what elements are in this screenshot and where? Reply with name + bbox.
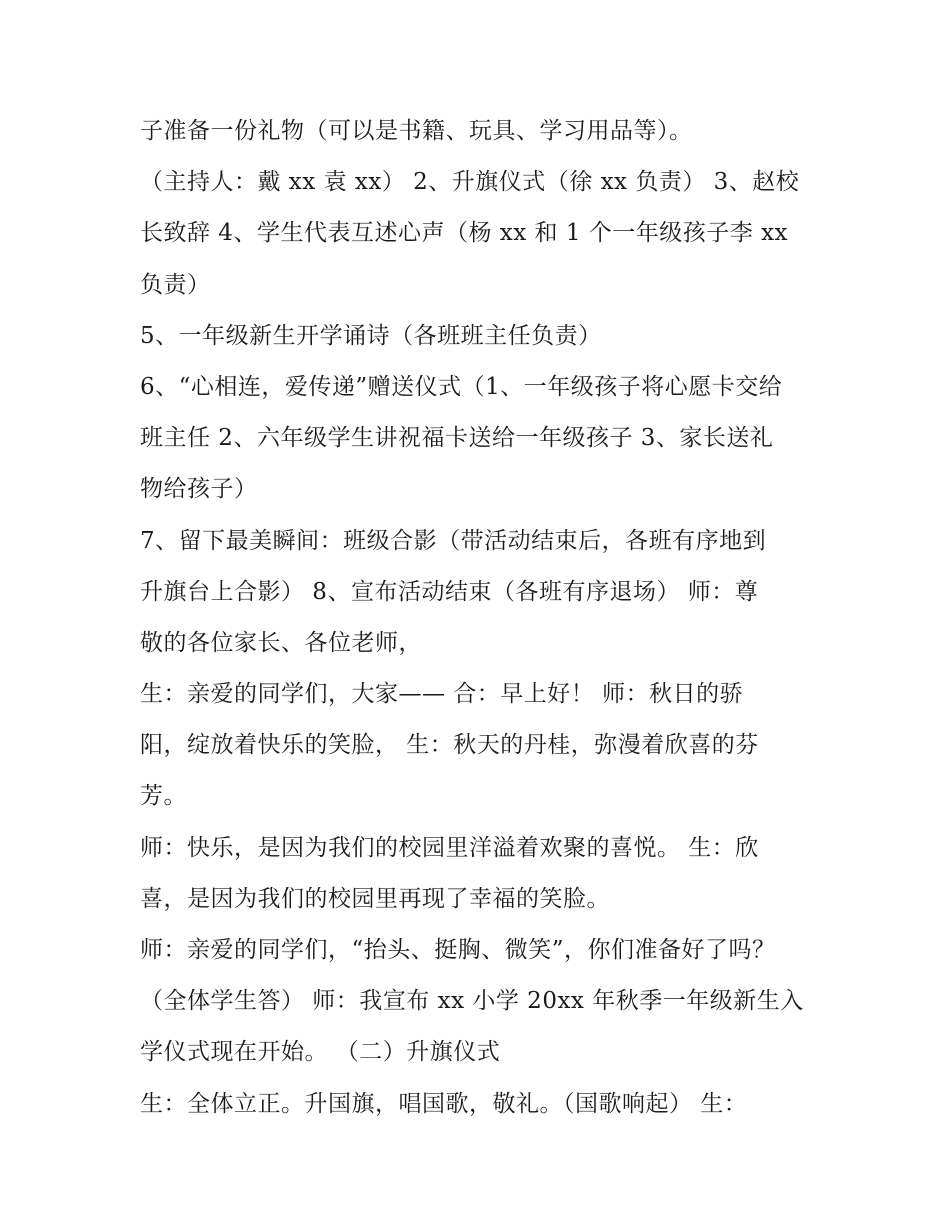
text-line: 生：全体立正。升国旗，唱国歌，敬礼。（国歌响起） 生： xyxy=(140,1090,748,1117)
text-line: 升旗台上合影） 8、宣布活动结束（各班有序退场） 师：尊 xyxy=(140,578,759,605)
document-body-text xyxy=(140,106,820,1130)
text-line: 6、“心相连，爱传递”赠送仪式（1、一年级孩子将心愿卡交给 xyxy=(140,373,783,400)
text-line: 长致辞 4、学生代表互述心声（杨 xx 和 1 个一年级孩子李 xx xyxy=(140,220,789,247)
text-line: 班主任 2、六年级学生讲祝福卡送给一年级孩子 3、家长送礼 xyxy=(140,425,774,452)
text-line: 阳，绽放着快乐的笑脸， 生：秋天的丹桂，弥漫着欣喜的芬 xyxy=(140,732,759,759)
text-line: 师：快乐，是因为我们的校园里洋溢着欢聚的喜悦。 生：欣 xyxy=(140,834,759,861)
text-line: 子准备一份礼物（可以是书籍、玩具、学习用品等）。 xyxy=(140,118,693,144)
text-line: 5、一年级新生开学诵诗（各班班主任负责） xyxy=(140,322,602,349)
text-line: 负责） xyxy=(140,271,211,298)
text-line: 学仪式现在开始。 （二）升旗仪式 xyxy=(140,1039,501,1066)
text-line: 敬的各位家长、各位老师， xyxy=(140,629,422,656)
text-line: 物给孩子） xyxy=(140,476,258,503)
text-line: 喜，是因为我们的校园里再现了幸福的笑脸。 xyxy=(140,885,610,912)
text-line: （全体学生答） 师：我宣布 xx 小学 20xx 年秋季一年级新生入 xyxy=(140,988,804,1015)
text-line: 师：亲爱的同学们，“抬头、挺胸、微笑”，你们准备好了吗？ xyxy=(140,937,776,963)
text-line: 生：亲爱的同学们，大家—— 合：早上好！ 师：秋日的骄 xyxy=(140,681,744,708)
text-line: 芳。 xyxy=(140,783,187,810)
text-line: 7、留下最美瞬间：班级合影（带活动结束后，各班有序地到 xyxy=(140,527,767,554)
text-line: （主持人：戴 xx 袁 xx） 2、升旗仪式（徐 xx 负责） 3、赵校 xyxy=(140,169,800,196)
